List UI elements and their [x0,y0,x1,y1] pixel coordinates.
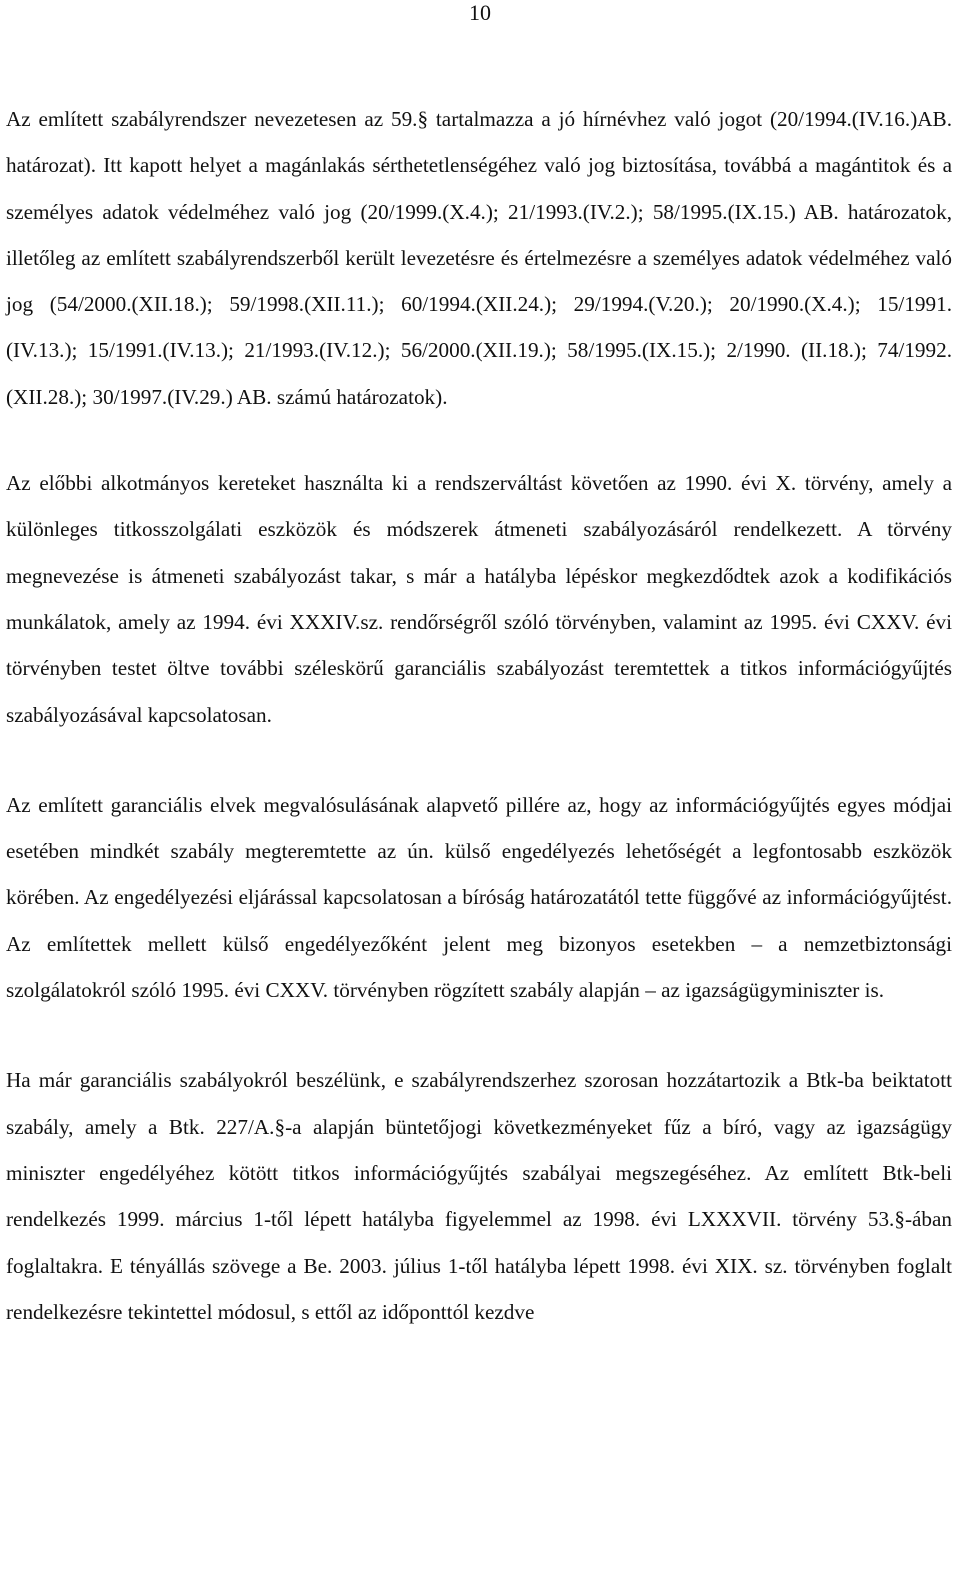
paragraph-4: Ha már garanciális szabályokról beszélünk, e szabályrendszerhez szorosan hozzátartozik a Btk-ba beiktatott szabály, amely a Btk. 227/A.§-a alapján büntetőjogi következményeket fűz a bíró, vagy az igazságügy miniszter engedélyéhez kötött titkos információgyűjtés szabályai megszegéséhez. Az említett Btk-beli rendelkezés 1999. március 1-től lépett hatályba figyelemmel az 1998. évi LXXXVII. törvény 53.§-ában foglaltakra. E tényállás szövege a Be. 2003. július 1-től hatályba lépett 1998. évi XIX. sz. törvényben foglalt rendelkezésre tekintettel módosul, s ettől az időponttól kezdve [6,1068,952,1324]
document-body [6,96,952,1335]
paragraph-3: Az említett garanciális elvek megvalósulásának alapvető pillére az, hogy az információgyűjtés egyes módjai esetében mindkét szabály megteremtette az ún. külső engedélyezés lehetőségét a legfontosabb eszközök körében. Az engedélyezési eljárással kapcsolatosan a bíróság határozatától tette függővé az információgyűjtést. Az említettek mellett külső engedélyezőként jelent meg bizonyos esetekben – a nemzetbiztonsági szolgálatokról szóló 1995. évi CXXV. törvényben rögzített szabály alapján – az igazságügyminiszter is. [6,792,952,1003]
paragraph-spacer [6,420,952,460]
paragraph-1: Az említett szabályrendszer nevezetesen az 59.§ tartalmazza a jó hírnévhez való jogot (20/1994.(IV.16.)AB. határozat). Itt kapott helyet a magánlakás sérthetetlenségéhez való jog biztosítása, továbbá a magántitok és a személyes adatok védelméhez való jog (20/1999.(X.4.); 21/1993.(IV.2.); 58/1995.(IX.15.) AB. határozatok, illetőleg az említett szabályrendszerből került levezetésre és értelmezésre a személyes adatok védelméhez való jog (54/2000.(XII.18.); 59/1998.(XII.11.); 60/1994.(XII.24.); 29/1994.(V.20.); 20/1990.(X.4.); 15/1991.(IV.13.); 15/1991.(IV.13.); 21/1993.(IV.12.); 56/2000.(XII.19.); 58/1995.(IX.15.); 2/1990. (II.18.); 74/1992.(XII.28.); 30/1997.(IV.29.) AB. számú határozatok). [6,107,952,409]
paragraph-spacer [6,738,952,782]
page-number: 10 [469,0,491,25]
paragraph-spacer [6,1013,952,1057]
paragraph-2: Az előbbi alkotmányos kereteket használta ki a rendszerváltást követően az 1990. évi X. törvény, amely a különleges titkosszolgálati eszközök és módszerek átmeneti szabályozásáról rendelkezett. A törvény megnevezése is átmeneti szabályozást takar, s már a hatályba lépéskor megkezdődtek azok a kodifikációs munkálatok, amely az 1994. évi XXXIV.sz. rendőrségről szóló törvényben, valamint az 1995. évi CXXV. évi törvényben testet öltve további széleskörű garanciális szabályozást teremtettek a titkos információgyűjtés szabályozásával kapcsolatosan. [6,471,952,727]
